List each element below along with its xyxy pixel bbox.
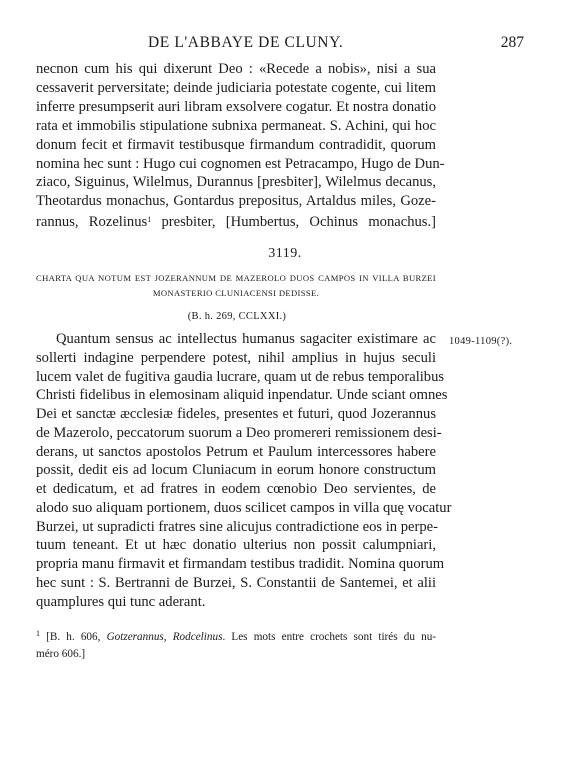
text-line: de Mazerolo, peccatorum suorum a Deo promereri remissionem desi- bbox=[36, 424, 442, 441]
footnote-reference[interactable]: 1 bbox=[147, 215, 152, 225]
text-line: rata et immobilis stipulatione subnixa permaneat. S. Achini, qui hoc bbox=[36, 117, 436, 134]
text-line: Quantum sensus ac intellectus humanus sagaciter existimare ac bbox=[56, 331, 436, 347]
heading-line: CHARTA QUA NOTUM EST JOZERANNUM DE MAZEROLO DUOS CAMPOS IN VILLA BURZEI bbox=[36, 273, 436, 283]
witness-text: presbiter, [Humbertus, Ochinus monachus.] bbox=[151, 214, 436, 231]
text-line: hec sunt : S. Bertranni de Burzei, S. Constantii de Santemei, et alii bbox=[36, 574, 436, 591]
text-line bbox=[36, 211, 436, 232]
running-head bbox=[40, 34, 530, 54]
footnote-line: méro 606.] bbox=[36, 648, 86, 660]
footnote-name: Gotzerannus bbox=[106, 631, 164, 643]
text-line: donum fecit et firmavit testibusque firmandum contradidit, quorum bbox=[36, 136, 436, 153]
margin-date: 1049-1109(?). bbox=[449, 336, 513, 347]
text-line: possit, dedit eis ad locum Cluniacum in eorum honore constructum bbox=[36, 462, 436, 479]
text-line: Theotardus monachus, Gontardus prepositus, Artaldus miles, Goze- bbox=[36, 193, 436, 210]
source-reference: (B. h. 269, CCLXXI.) bbox=[187, 311, 287, 322]
text-line: propria manu firmavit et firmandam testibus tradidit. Nomina quorum bbox=[36, 556, 445, 572]
text-line: lucem valet de fugitiva gaudia lucrare, quam ut de rebus temporalibus bbox=[36, 368, 445, 385]
running-title: DE L'ABBAYE DE CLUNY. bbox=[148, 34, 344, 51]
charter-text bbox=[36, 330, 452, 611]
footnote-marker: 1 bbox=[36, 629, 40, 638]
text-line: Burzei, ut supradicti fratres sine alicujus contradictione eos in perpe- bbox=[36, 518, 438, 535]
continued-charter-text bbox=[36, 60, 445, 232]
footnote-text: [B. h. 606, bbox=[46, 631, 107, 643]
footnote-name: Rodcelinus bbox=[172, 631, 223, 643]
text-line: alodo suo aliquam portionem, duos scilicet campos in villa quę vocatur bbox=[36, 499, 452, 516]
text-line: nomina hec sunt : Hugo cui cognomen est Petracampo, Hugo de Dun- bbox=[36, 155, 445, 172]
text-line: quamplures qui tunc aderant. bbox=[36, 593, 206, 610]
text-line: Christi fidelibus in elemosinam aliquid inpendatur. Unde sciant omnes bbox=[36, 387, 448, 404]
witness-text: rannus, Rozelinus bbox=[36, 214, 148, 231]
text-line: inferre presumpserit auri libram exsolvere cogatur. Et nostra donatio bbox=[36, 98, 436, 115]
text-line: tuum teneant. Et ut hæc donatio ulterius non possit calumpniari, bbox=[36, 537, 436, 554]
page-number: 287 bbox=[500, 34, 524, 51]
charter-heading bbox=[36, 271, 436, 301]
text-line: derans, ut sanctos apostolos Petrum et Paulum intercessores habere bbox=[36, 443, 436, 460]
text-line: et dedicatum, et ad fratres in eodem cœnobio Deo servientes, de bbox=[36, 481, 436, 497]
charter-number: 3119. bbox=[268, 246, 302, 261]
footnote-text: , bbox=[163, 631, 173, 643]
text-line: Dei et sanctæ æcclesiæ fideles, presentes et futuri, quod Jozerannus bbox=[36, 406, 436, 422]
text-line: ziaco, Siguinus, Wilelmus, Durannus [presbiter], Wilelmus decanus, bbox=[36, 174, 436, 191]
text-line: cessaverit perversitate; deinde judiciaria potestate cogente, cui litem bbox=[36, 79, 436, 96]
heading-line: MONASTERIO CLUNIACENSI DEDISSE. bbox=[152, 288, 320, 298]
footnote bbox=[36, 625, 436, 663]
footnote-line bbox=[36, 625, 436, 646]
text-line: sollerti indagine perpendere potest, nihil amplius in hujus seculi bbox=[36, 349, 436, 366]
footnote-text: . Les mots entre crochets sont tirés du nu- bbox=[222, 631, 437, 643]
text-line: necnon cum his qui dixerunt Deo : «Recede a nobis», nisi a sua bbox=[36, 61, 436, 77]
